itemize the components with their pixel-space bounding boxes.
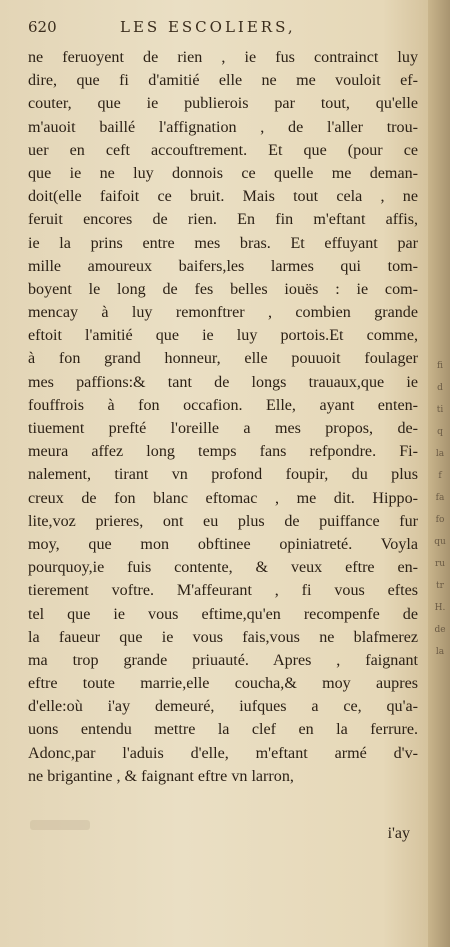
gutter-fragment: tr xyxy=(436,581,444,591)
gutter-fragment: de xyxy=(434,625,446,635)
text-line: uer en ceft accouftrement. Et que (pour ce xyxy=(28,141,418,159)
text-line: tiuement prefté l'oreille a mes propos, de- xyxy=(28,420,418,437)
text-line: dire, que fi d'amitié elle ne me vouloit ef- xyxy=(28,72,418,90)
gutter-fragment: H. xyxy=(434,603,446,613)
running-title: LES ESCOLIERS, xyxy=(120,18,296,36)
text-line: eftoit l'amitié que ie luy portois.Et comme, xyxy=(28,327,418,345)
gutter-fragment: la xyxy=(435,647,445,657)
text-line: à fon grand honneur, elle pouuoit foulager xyxy=(28,350,418,368)
gutter-fragment: fa xyxy=(435,493,445,503)
text-line: boyent le long de fes belles iouës : ie com- xyxy=(28,280,418,298)
gutter-fragment: fo xyxy=(435,515,445,525)
gutter-fragment: fi xyxy=(436,361,443,371)
catchword: i'ay xyxy=(387,825,410,842)
text-line: ne feruoyent de rien , ie fus contrainct luy xyxy=(28,49,418,66)
text-line: tierement voftre. M'affeurant , fi vous eftes xyxy=(28,582,418,600)
text-line: ne brigantine , & faignant eftre vn larron, xyxy=(28,767,294,785)
show-through-smudge xyxy=(30,820,90,830)
text-line: fouffrois à fon occafion. Elle, ayant enten- xyxy=(28,396,418,414)
text-line: creux de fon blanc eftomac , me dit. Hippo- xyxy=(28,489,418,507)
text-line: ie la prins entre mes bras. Et effuyant par xyxy=(28,234,418,252)
gutter-fragment: ti xyxy=(436,405,444,415)
text-line: doit(elle faifoit ce bruit. Mais tout cela , ne xyxy=(28,188,418,206)
text-line: tel que ie vous eftime,qu'en recompenfe de xyxy=(28,605,418,623)
body-text xyxy=(28,46,418,788)
text-line: pourquoy,ie fuis contente, & veux eftre en- xyxy=(28,559,418,577)
text-line: moy, que mon obftinee opiniatreté. Voyla xyxy=(28,535,418,553)
text-line: m'auoit baillé l'affignation , de l'aller trou- xyxy=(28,118,418,136)
gutter-fragment: la xyxy=(435,449,445,459)
text-line: uons entendu mettre la clef en la ferrure. xyxy=(28,721,418,739)
text-line: feruit encores de rien. En fin m'eftant affis, xyxy=(28,211,418,229)
text-line: lite,voz prieres, ont eu plus de puiffance fur xyxy=(28,512,418,530)
text-line: Adonc,par l'aduis d'elle, m'eftant armé d'v- xyxy=(28,744,418,762)
gutter-fragment: f xyxy=(438,471,442,481)
text-line: mes paffions:& tant de longs trauaux,que ie xyxy=(28,373,418,391)
gutter-fragment: qu xyxy=(434,537,446,547)
gutter-fragment: ru xyxy=(434,559,446,569)
page-number: 620 xyxy=(28,18,57,36)
text-line: ma trop grande priuauté. Apres , faignant xyxy=(28,651,418,669)
text-line: mencay à luy remonftrer , combien grande xyxy=(28,304,418,322)
gutter-fragment: d xyxy=(437,383,443,393)
text-line: mille amoureux baifers,les larmes qui tom- xyxy=(28,257,418,275)
text-line: d'elle:où i'ay demeuré, iufques a ce, qu'a- xyxy=(28,698,418,716)
gutter-fragment: q xyxy=(437,427,443,437)
text-line: eftre toute marrie,elle coucha,& moy aupres xyxy=(28,675,418,693)
text-line: couter, que ie publierois par tout, qu'elle xyxy=(28,95,418,113)
text-line: nalement, tirant vn profond foupir, du plus xyxy=(28,466,418,484)
facing-page-fragments xyxy=(433,360,447,668)
text-line: la faueur que ie vous fais,vous ne blafmerez xyxy=(28,628,418,646)
text-line: que ie ne luy donnois ce quelle me deman- xyxy=(28,164,418,182)
text-line: meura affez long temps fans refpondre. Fi- xyxy=(28,443,418,461)
